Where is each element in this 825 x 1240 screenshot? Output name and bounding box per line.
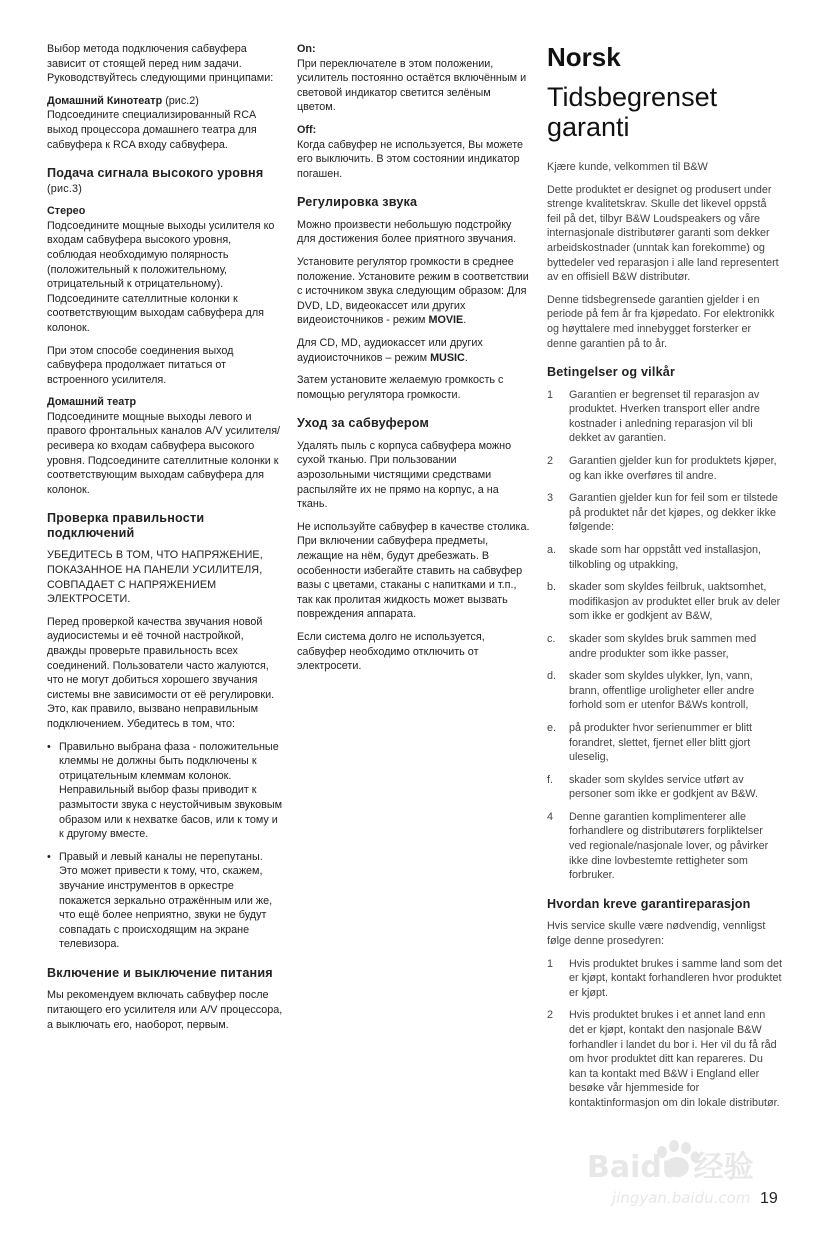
care-p1: Удалять пыль с корпуса сабвуфера можно сухой тканью. При пользовании аэрозольными чистящими средствами распыляйте их не прямо на корпус, а на ткань. <box>297 439 512 511</box>
list-item <box>547 632 783 661</box>
list-marker: 1 <box>547 957 554 970</box>
watermark-brand: Baidu 经验 <box>587 1150 754 1185</box>
stereo-note: При этом способе соединения выход сабвуфера продолжает питаться от встроенного усилителя. <box>47 344 234 386</box>
claim-heading: Hvordan kreve garantireparasjon <box>547 896 751 911</box>
terms-list <box>547 388 783 883</box>
claims-list <box>547 957 783 1111</box>
list-text: skade som har oppstått ved installasjon, tilkobling og utpakking, <box>569 543 762 571</box>
list-marker: 1 <box>547 388 554 401</box>
list-item <box>547 543 783 572</box>
list-text: Garantien er begrenset til reparasjon av produktet. Hverken transport eller andre kostnader i anledning reparasjon vil bli dekket av garantien. <box>569 388 760 445</box>
care-p3: Если система долго не используется, сабвуфер необходимо отключить от электросети. <box>297 631 485 673</box>
sound-p2: Установите регулятор громкости в среднее положение. Установите режим в соответствии с источником звука следующим образом: Для DVD, LD, видеокассет или других видеоисточников - режим MOVIE. <box>297 256 529 327</box>
page-title: Tidsbegrenset garanti <box>547 82 718 142</box>
list-marker: b. <box>547 581 557 594</box>
list-item <box>547 957 783 1001</box>
column-middle <box>297 42 530 682</box>
warranty-p2: Denne tidsbegrensede garantien gjelder i en periode på fem år fra kjøpedato. For elektronikk og høyttalere med innebygget forsterker er denne garantien på to år. <box>547 293 775 350</box>
claim-intro: Hvis service skulle være nødvendig, vennligst følge denne prosedyren: <box>547 920 766 947</box>
sound-p3: Для CD, MD, аудиокассет или других аудиоисточников – режим MUSIC. <box>297 337 483 364</box>
list-text: skader som skyldes feilbruk, uaktsomhet, modifikasjon av produktet eller bruk av deler som ikke er godkjent av B&W, <box>569 581 781 623</box>
off-title: Off: <box>297 123 317 136</box>
care-heading: Уход за сабвуфером <box>297 416 430 431</box>
list-item: • Правильно выбрана фаза - положительные клеммы не должны быть подключены к отрицательным клеммам колонок. Неправильный выбор фазы приводит к размытости звука с неустойчивым звуковым образом или к нехватке басов, или к тому и к другому вместе. <box>47 740 283 842</box>
on-title: On: <box>297 43 316 55</box>
list-text: Hvis produktet brukes i samme land som det er kjøpt, kontakt forhandleren hvor produktet er kjøpt. <box>569 957 783 999</box>
list-text: på produkter hvor serienummer er blitt forandret, slettet, fjernet eller blitt gjort uleselig, <box>569 721 753 764</box>
list-item <box>547 721 783 765</box>
check-heading: Проверка правильности подключений <box>47 511 205 540</box>
list-marker: f. <box>547 773 553 786</box>
high-level-heading: Подача сигнала высокого уровня (рис.3) <box>47 166 264 195</box>
list-text: skader som skyldes ulykker, lyn, vann, brann, offentlige uroligheter eller andre forhold som er utenfor B&Ws kontroll, <box>569 670 755 712</box>
list-marker: c. <box>547 632 556 645</box>
intro-paragraph: Выбор метода подключения сабвуфера зависит от стоящей перед ним задачи. Руководствуйтесь следующими принципами: <box>47 43 274 85</box>
page-number: 19 <box>760 1190 778 1207</box>
warranty-p1: Dette produktet er designet og produsert under strenge kvalitetskrav. Skulle det likevel oppstå feil på det, tilbyr B&W Loudspeakers og våre internasjonale distributører garanti som dekker arbeidskostnader (unntak kan forekomme) og byttedeler ved reparasjon i alle land representert av en offisiell B&W distributør. <box>547 183 779 284</box>
list-item <box>547 454 783 483</box>
list-marker: 2 <box>547 455 554 467</box>
list-item <box>547 580 783 624</box>
list-item: • Правый и левый каналы не перепутаны. Это может привести к тому, что, скажем, звучание инструментов в оркестре покажется зеркально отражённым или же, что ещё более неприятно, звуки не будут совпадать с происходящим на экране телевизора. <box>47 850 283 952</box>
list-marker: 3 <box>547 492 554 505</box>
home-cinema-title: Домашний Кинотеатр (рис.2) <box>47 94 199 107</box>
home-theatre-title: Домашний театр <box>47 396 137 409</box>
list-item <box>547 810 783 883</box>
care-p2: Не используйте сабвуфер в качестве столика. При включении сабвуфера предметы, лежащие на нём, будут дребезжать. В особенности избегайте ставить на сабвуфер вазы с цветами, стаканы с напитками и т.п., так как пролитая жидкость может вызвать повреждения аппарата. <box>297 520 530 621</box>
paw-icon <box>582 1135 772 1210</box>
home-cinema-text: Подсоедините специализированный RCA выход процессора домашнего театра для сабвуфера к RCA входу сабвуфера. <box>47 109 257 151</box>
column-right <box>547 42 783 1118</box>
greeting: Kjære kunde, velkommen til B&W <box>547 161 708 173</box>
home-theatre-text: Подсоедините мощные выходы левого и правого фронтальных каналов A/V усилителя/ресивера ко входам сабвуфера высокого уровня. Подсоедините сателлитные колонки к соответствующим выходам сабвуфера для колонок. <box>47 410 281 496</box>
list-item <box>547 1008 783 1110</box>
sound-p4: Затем установите желаемую громкость с помощью регулятора громкости. <box>297 374 504 401</box>
list-text: skader som skyldes service utført av personer som ikke er godkjent av B&W. <box>569 773 759 801</box>
list-text: Hvis produktet brukes i et annet land enn det er kjøpt, kontakt den nasjonale B&W forhandler i landet du bor i. Her vil du få råd om hvor produktet ditt kan repareres. Du kan ta kontakt med B&W i England eller besøke vår hjemmeside for kontaktinformasjon om din lokale distributør. <box>569 1009 780 1109</box>
watermark <box>582 1135 772 1210</box>
column-left <box>47 42 283 1040</box>
off-text: Когда сабвуфер не используется, Вы можете его выключить. В этом состоянии индикатор погашен. <box>297 138 524 180</box>
list-marker: 2 <box>547 1009 554 1022</box>
power-text: Мы рекомендуем включать сабвуфер после питающего его усилителя или A/V процессора, а выключать его, наоборот, первым. <box>47 989 283 1031</box>
list-item <box>547 388 783 446</box>
list-item <box>547 773 783 802</box>
power-heading: Включение и выключение питания <box>47 965 273 980</box>
list-text: Garantien gjelder kun for produktets kjøper, og kan ikke overføres til andre. <box>569 455 777 482</box>
list-text: Garantien gjelder kun for feil som er tilstede på produktet når det kjøpes, og dekker ikke følgende: <box>569 492 778 534</box>
language-title: Norsk <box>547 42 621 72</box>
list-marker: d. <box>547 670 557 683</box>
list-item <box>547 669 783 713</box>
sound-heading: Регулировка звука <box>297 195 418 210</box>
list-marker: a. <box>547 543 557 556</box>
watermark-url: jingyan.baidu.com <box>612 1189 751 1207</box>
sound-p1: Можно произвести небольшую подстройку для достижения более приятного звучания. <box>297 218 517 246</box>
list-item <box>547 491 783 535</box>
list-text: Denne garantien komplimenterer alle forhandlere og distributørers forpliktelser ved regionale/nasjonale lover, og påvirker ikke dine lovbestemte rettigheter som forbruker. <box>569 810 769 882</box>
voltage-warning: УБЕДИТЕСЬ В ТОМ, ЧТО НАПРЯЖЕНИЕ, ПОКАЗАННОЕ НА ПАНЕЛИ УСИЛИТЕЛЯ, СОВПАДАЕТ С НАПРЯЖЕНИЕМ ЭЛЕКТРОСЕТИ. <box>47 549 263 606</box>
list-text: skader som skyldes bruk sammen med andre produkter som ikke passer, <box>569 632 757 660</box>
stereo-title: Стерео <box>47 205 86 218</box>
on-text: При переключателе в этом положении, усилитель постоянно остаётся включённым и световой индикатор светится зелёным цветом. <box>297 57 527 114</box>
terms-heading: Betingelser og vilkår <box>547 365 676 380</box>
check-bullets <box>47 740 283 952</box>
list-marker: e. <box>547 721 557 734</box>
stereo-text: Подсоедините мощные выходы усилителя ко входам сабвуфера высокого уровня, соблюдая необходимую полярность (положительный к положительному, отрицательный к отрицательному). Подсоедините сателлитные колонки к соответствующим выходам сабвуфера для колонок. <box>47 219 275 334</box>
check-text: Перед проверкой качества звучания новой аудиосистемы и её точной настройкой, дважды проверьте правильность всех соединений. Пользователи часто жалуются, что не могут добиться хорошего звучания системы вне зависимости от её регулировки. Это, как правило, вызвано неправильным подключением. Убедитесь в том, что: <box>47 615 275 730</box>
list-marker: 4 <box>547 810 554 823</box>
